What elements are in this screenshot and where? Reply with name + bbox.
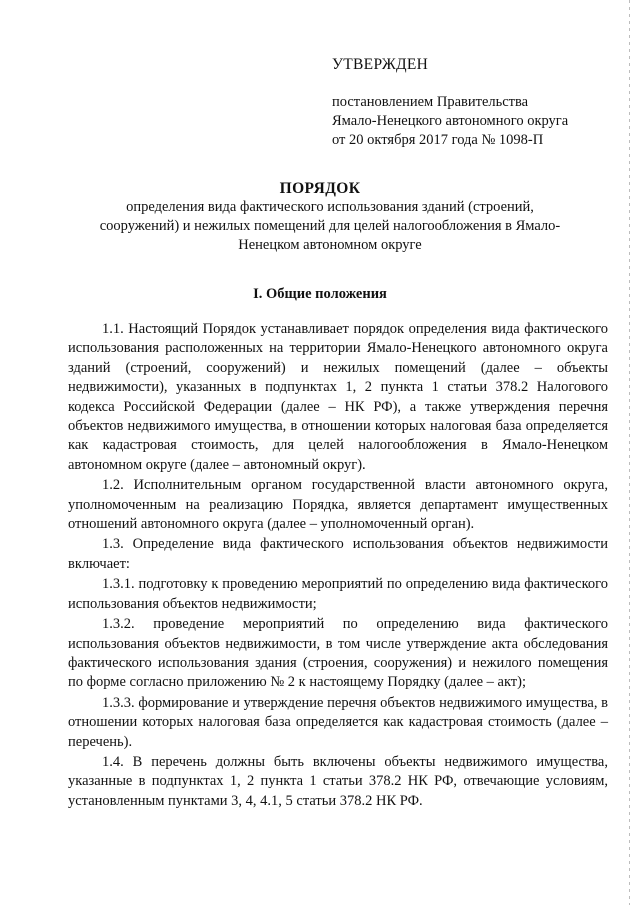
resolution-line: от 20 октября 2017 года № 1098-П [332,132,544,148]
paragraph-1-3-2: 1.3.2. проведение мероприятий по определению вида фактического использования объектов недвижимости, в том числе утверждение акта обследования фактического использования здания (строения, сооружения) и нежилого помещения по форме согласно приложению № 2 к настоящему Порядку (далее – акт); [68,616,608,691]
paragraph-1-3: 1.3. Определение вида фактического использования объектов недвижимости включает: [68,536,608,572]
paragraph-1-1: 1.1. Настоящий Порядок устанавливает порядок определения вида фактического использования расположенных на территории Ямало-Ненецкого автономного округа зданий (строений, сооружений) и нежилых помещений (далее – объекты недвижимости), указанных в подпунктах 1, 2 пункта 1 статьи 378.2 Налогового кодекса Российской Федерации (далее – НК РФ), а также утверждения перечня объектов недвижимого имущества, в отношении которых налоговая база определяется как кадастровая стоимость, для целей налогообложения в Ямало-Ненецком автономном округе (далее – автономный округ). [68,321,608,473]
paragraph-1-4: 1.4. В перечень должны быть включены объекты недвижимого имущества, указанные в подпунктах 1, 2 пункта 1 статьи 378.2 НК РФ, отвечающие условиям, установленным пунктами 3, 4, 4.1, 5 статьи 378.2 НК РФ. [68,753,608,809]
approval-stamp-title: УТВЕРЖДЕН [332,56,429,73]
resolution-reference [332,93,568,150]
section-heading: I. Общие положения [253,286,387,302]
paragraph-1-3-3: 1.3.3. формирование и утверждение перечня объектов недвижимого имущества, в отношении которых налоговая база определяется как кадастровая стоимость (далее – перечень). [68,694,608,750]
resolution-line: постановлением Правительства [332,94,529,110]
paragraph-1-2: 1.2. Исполнительным органом государственной власти автономного округа, уполномоченным на реализацию Порядка, является департамент имущественных отношений автономного округа (далее – уполномоченный орган). [68,477,608,533]
scan-edge [629,0,630,905]
resolution-line: Ямало-Ненецкого автономного округа [332,113,569,129]
document-title: ПОРЯДОК [279,180,361,197]
document-subtitle: определения вида фактического использования зданий (строений, сооружений) и нежилых помещений для целей налогообложения в Ямало-Ненецком автономном округе [99,199,561,253]
paragraph-1-3-1: 1.3.1. подготовку к проведению мероприятий по определению вида фактического использования объектов недвижимости; [68,576,608,612]
document-body [68,320,608,811]
